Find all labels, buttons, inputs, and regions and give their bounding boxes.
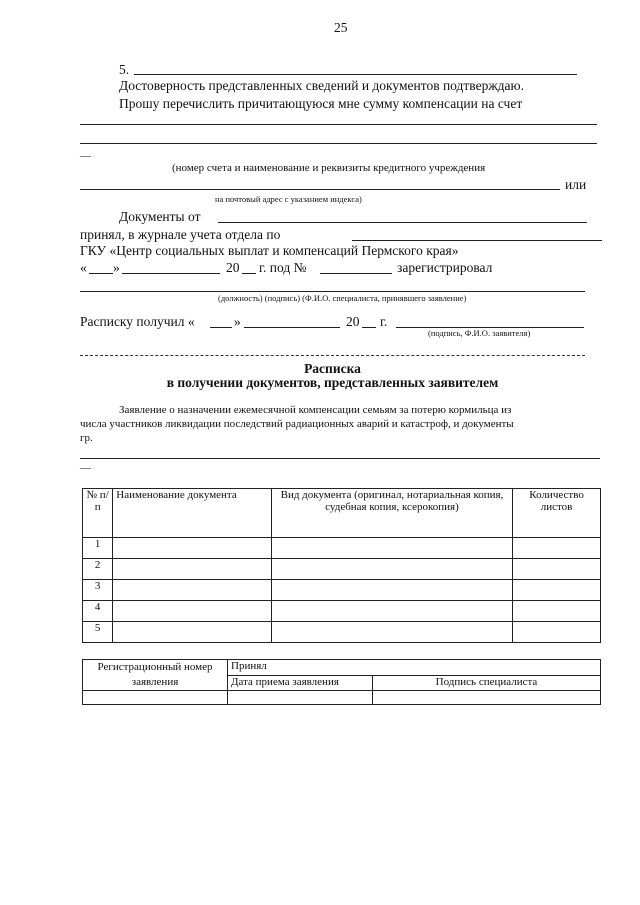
docs-from-label: Документы от <box>119 209 201 224</box>
documents-table <box>82 488 601 643</box>
official-hint: (должность) (подпись) (Ф.И.О. специалиста, принявшего заявление) <box>218 293 467 303</box>
doc-type-cell[interactable] <box>271 538 512 559</box>
registration-input-row <box>83 691 601 705</box>
header-number: № п/п <box>83 489 113 538</box>
transfer-text: Прошу перечислить причитающуюся мне сумму компенсации на счет <box>119 96 523 111</box>
doc-type-cell[interactable] <box>271 559 512 580</box>
stray-dash: — <box>80 150 91 162</box>
statement-line-1: Заявление о назначении ежемесячной компенсации семьям за потерю кормильца из <box>119 404 512 416</box>
accepted-label: Принял <box>228 660 601 676</box>
year-suffix: г. под № <box>259 260 307 275</box>
receipt-year-suffix: г. <box>380 314 388 329</box>
date-year-line[interactable] <box>242 273 256 274</box>
date-close-quote: » <box>113 260 120 275</box>
accepted-text: принял, в журнале учета отдела по <box>80 227 281 242</box>
doc-name-cell[interactable] <box>113 622 272 643</box>
doc-name-cell[interactable] <box>113 601 272 622</box>
date-day-line[interactable] <box>89 273 113 274</box>
stray-dash-2: — <box>80 462 91 474</box>
receipt-day-line[interactable] <box>210 327 232 328</box>
documents-table-header <box>83 489 601 538</box>
row-number: 2 <box>83 559 113 580</box>
docs-from-line[interactable] <box>218 222 587 223</box>
table-row <box>83 601 601 622</box>
row-number: 1 <box>83 538 113 559</box>
reg-number-line[interactable] <box>320 273 392 274</box>
receipt-year-line[interactable] <box>362 327 376 328</box>
header-doc-name: Наименование документа <box>113 489 272 538</box>
registration-table <box>82 659 601 705</box>
sheet-count-cell[interactable] <box>513 559 601 580</box>
signature-label: Подпись специалиста <box>373 676 601 691</box>
applicant-hint: (подпись, Ф.И.О. заявителя) <box>428 328 531 338</box>
table-row <box>83 559 601 580</box>
sheet-count-cell[interactable] <box>513 538 601 559</box>
confirm-text: Достоверность представленных сведений и документов подтверждаю. <box>119 78 524 93</box>
address-hint: на почтовый адрес с указанием индекса) <box>215 194 362 204</box>
header-doc-type: Вид документа (оригинал, нотариальная копия, судебная копия, ксерокопия) <box>271 489 512 538</box>
statement-line-2: числа участников ликвидации последствий радиационных аварий и катастроф, и документы <box>80 418 514 430</box>
receipt-month-line[interactable] <box>244 327 340 328</box>
table-row <box>83 538 601 559</box>
row-number: 3 <box>83 580 113 601</box>
row-number: 4 <box>83 601 113 622</box>
applicant-name-line[interactable] <box>80 458 600 459</box>
reg-number-cell[interactable] <box>83 691 228 705</box>
receipt-received-label: Расписку получил « <box>80 314 195 329</box>
table-row <box>83 622 601 643</box>
date-cell[interactable] <box>228 691 373 705</box>
receipt-year: 20 <box>346 314 360 329</box>
registered-text: зарегистрировал <box>397 260 493 275</box>
account-line-1[interactable] <box>80 124 597 125</box>
table-row <box>83 580 601 601</box>
doc-name-cell[interactable] <box>113 538 272 559</box>
doc-name-cell[interactable] <box>113 580 272 601</box>
receipt-title: Расписка <box>304 361 361 376</box>
sheet-count-cell[interactable] <box>513 580 601 601</box>
cut-line <box>80 355 585 356</box>
sheet-count-cell[interactable] <box>513 601 601 622</box>
reg-number-label: Регистрационный номер заявления <box>83 660 228 691</box>
gku-text: ГКУ «Центр социальных выплат и компенсаций Пермского края» <box>80 243 459 258</box>
doc-type-cell[interactable] <box>271 622 512 643</box>
page-number: 25 <box>334 20 348 35</box>
year-prefix: 20 <box>226 260 240 275</box>
date-label: Дата приема заявления <box>228 676 373 691</box>
header-sheet-count: Количество листов <box>513 489 601 538</box>
official-line[interactable] <box>80 291 585 292</box>
account-line-3[interactable] <box>80 189 560 190</box>
sheet-count-cell[interactable] <box>513 622 601 643</box>
account-line-2[interactable] <box>80 143 597 144</box>
or-word: или <box>565 177 587 192</box>
item-5-line[interactable] <box>134 74 577 75</box>
item-5-label: 5. <box>119 62 130 77</box>
doc-name-cell[interactable] <box>113 559 272 580</box>
date-month-line[interactable] <box>122 273 220 274</box>
account-hint: (номер счета и наименование и реквизиты кредитного учреждения <box>172 162 486 174</box>
department-line[interactable] <box>352 240 602 241</box>
doc-type-cell[interactable] <box>271 601 512 622</box>
signature-cell[interactable] <box>373 691 601 705</box>
date-open-quote: « <box>80 260 87 275</box>
receipt-subtitle: в получении документов, представленных заявителем <box>166 375 499 390</box>
row-number: 5 <box>83 622 113 643</box>
statement-line-3: гр. <box>80 432 93 444</box>
receipt-close-quote: » <box>234 314 241 329</box>
doc-type-cell[interactable] <box>271 580 512 601</box>
